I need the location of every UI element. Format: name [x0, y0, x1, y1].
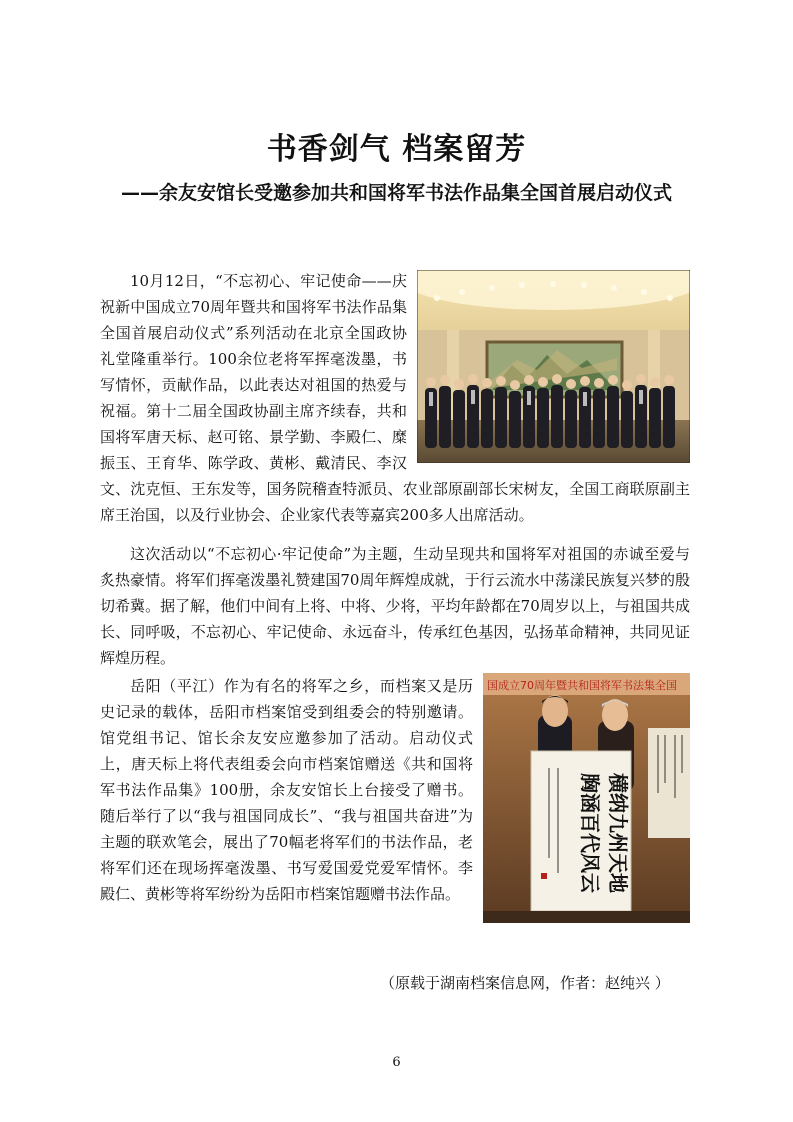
paragraph-2: 这次活动以“不忘初心·牢记使命”为主题，生动呈现共和国将军对祖国的赤诚至爱与炙热豪情。将军们挥毫泼墨礼赞建国70周年辉煌成就，于行云流水中荡漾民族复兴梦的殷切希冀。据了解，他们中间有上将、中将、少将，平均年龄都在70周岁以上，与祖国共成长、同呼吸，不忘初心、牢记使命、永远奋斗，传承红色基因，弘扬革命精神，共同见证辉煌历程。	[100, 545, 690, 667]
paragraph-3-block	[100, 673, 690, 929]
group-photo-illustration	[417, 270, 690, 463]
article-title: 书香剑气 档案留芳	[266, 132, 527, 167]
paragraph-1-block	[100, 268, 690, 528]
paragraph-1-text: 10月12日，“不忘初心、牢记使命——庆祝新中国成立70周年暨共和国将军书法作品集全国首展启动仪式”系列活动在北京全国政协礼堂隆重举行。100余位老将军挥毫泼墨，书写情怀，贡献作品，以此表达对祖国的热爱与祝福。第十二届全国政协副主席齐续春，共和国将军唐天标、赵可铭、景学勤、李殿仁、糜振玉、王育华、陈学政、黄彬、戴清民、李汉文、沈克恒、王东发等，国务院稽查特派员、农业部原副部长宋树友，全国工商联原副主席王治国，以及行业协会、企业家代表等嘉宾200多人出席活动。	[100, 272, 690, 524]
banner-text: 国成立70周年暨共和国将军书法集全国	[487, 679, 677, 692]
calligraphy-photo	[483, 673, 690, 923]
calligraphy-line-1: 横纳九州天地	[606, 773, 630, 893]
article-subtitle: ——余友安馆长受邀参加共和国将军书法作品集全国首展启动仪式	[120, 182, 672, 204]
group-photo	[417, 270, 690, 463]
paragraph-3-text: 岳阳（平江）作为有名的将军之乡，而档案又是历史记录的载体，岳阳市档案馆受到组委会的特别邀请。馆党组书记、馆长余友安应邀参加了活动。启动仪式上，唐天标上将代表组委会向市档案馆赠送《共和国将军书法作品集》100册，余友安馆长上台接受了赠书。随后举行了以“我与祖国同成长”、“我与祖国共奋进”为主题的联欢笔会，展出了70幅老将军们的书法作品，老将军们还在现场挥毫泼墨、书写爱国爱党爱军情怀。李殿仁、黄彬等将军纷纷为岳阳市档案馆题赠书法作品。	[100, 677, 473, 903]
calligraphy-photo-illustration	[483, 673, 690, 923]
calligraphy-line-2: 胸涵百代风云	[578, 773, 602, 893]
page-number: 6	[392, 1055, 401, 1070]
source-credit: （原载于湖南档案信息网，作者：赵纯兴 ）	[380, 974, 670, 992]
